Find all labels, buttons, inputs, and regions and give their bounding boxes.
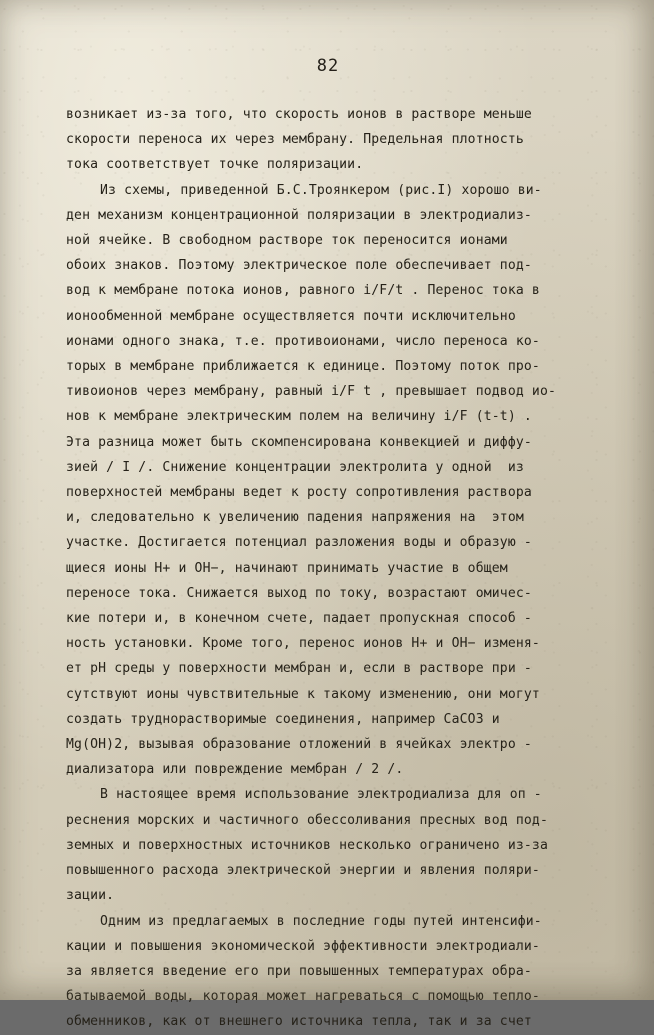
text-line: нов к мембране электрическим полем на величину i/F (t-t) .	[66, 409, 532, 425]
text-line: переносе тока. Снижается выход по току, возрастают омичес-	[66, 585, 532, 601]
text-line: создать труднорастворимые соединения, например CaCO3 и	[66, 711, 500, 727]
text-run: В настоящее время использование электродиализа для оп -	[100, 787, 542, 803]
text-line: зией / I /. Снижение концентрации электролита у одной из	[66, 459, 524, 475]
text-line: и, следовательно к увеличению падения напряжения на этом	[66, 510, 524, 526]
text-line: возникает из-за того, что скорость ионов в растворе меньше	[66, 107, 532, 122]
text-line: тока соответствует точке поляризации.	[66, 157, 364, 173]
text-line: торых в мембране приближается к единице. Поэтому поток про-	[66, 359, 540, 375]
text-line: тивоионов через мембрану, равный i/F t , превышает подвод ио-	[66, 384, 557, 400]
text-line: земных и поверхностных источников несколько ограничено из-за	[66, 837, 548, 853]
text-run: Одним из предлагаемых в последние годы путей интенсифи-	[100, 913, 542, 929]
text-line: за является введение его при повышенных температурах обра-	[66, 963, 532, 979]
text-line: кации и повышения экономической эффективности электродиали-	[66, 938, 540, 954]
text-line: Mg(OH)2, вызывая образование отложений в ячейках электро -	[66, 737, 532, 753]
paragraph-1	[66, 102, 590, 178]
text-line	[66, 178, 590, 203]
text-line: реснения морских и частичного обессоливания пресных вод под-	[66, 812, 548, 828]
text-line: батываемой воды, которая может нагреваться с помощью тепло-	[66, 989, 540, 1005]
text-line: ность установки. Кроме того, перенос ионов H+ и OH− изменя-	[66, 636, 540, 652]
page-number: 82	[316, 56, 340, 76]
text-line: вод к мембране потока ионов, равного i/F/t . Перенос тока в	[66, 283, 540, 299]
text-line	[66, 782, 590, 807]
text-line: повышенного расхода электрической энергии и явления поляри-	[66, 863, 540, 879]
text-run: Из схемы, приведенной Б.С.Троянкером (рис.I) хорошо ви-	[100, 182, 542, 198]
text-line: скорости переноса их через мембрану. Предельная плотность	[66, 132, 524, 148]
text-line: ной ячейке. В свободном растворе ток переносится ионами	[66, 233, 508, 249]
text-line	[66, 909, 590, 934]
text-line: обоих знаков. Поэтому электрическое поле обеспечивает под-	[66, 258, 532, 274]
paragraph-2	[66, 178, 590, 783]
text-line: ден механизм концентрационной поляризации в электродиализ-	[66, 207, 532, 223]
text-line: ионами одного знака, т.е. противоионами, число переноса ко-	[66, 333, 540, 349]
text-line: Эта разница может быть скомпенсирована конвекцией и диффу-	[66, 434, 532, 450]
paragraph-4	[66, 909, 590, 1035]
text-line: поверхностей мембраны ведет к росту сопротивления раствора	[66, 485, 532, 501]
paragraph-3	[66, 782, 590, 908]
text-line: ет pH среды у поверхности мембран и, если в растворе при -	[66, 661, 532, 677]
text-line: диализатора или повреждение мембран / 2 /.	[66, 762, 404, 778]
text-line: сутствуют ионы чувствительные к такому изменению, они могут	[66, 686, 540, 702]
text-line: обменников, как от внешнего источника тепла, так и за счет	[66, 1014, 532, 1030]
text-line: участке. Достигается потенциал разложения воды и образую -	[66, 535, 532, 551]
text-line: щиеся ионы H+ и OH−, начинают принимать участие в общем	[66, 560, 508, 576]
text-line: кие потери и, в конечном счете, падает пропускная способ -	[66, 611, 532, 627]
text-line: зации.	[66, 888, 115, 904]
text-line: ионообменной мембране осуществляется почти исключительно	[66, 308, 516, 324]
